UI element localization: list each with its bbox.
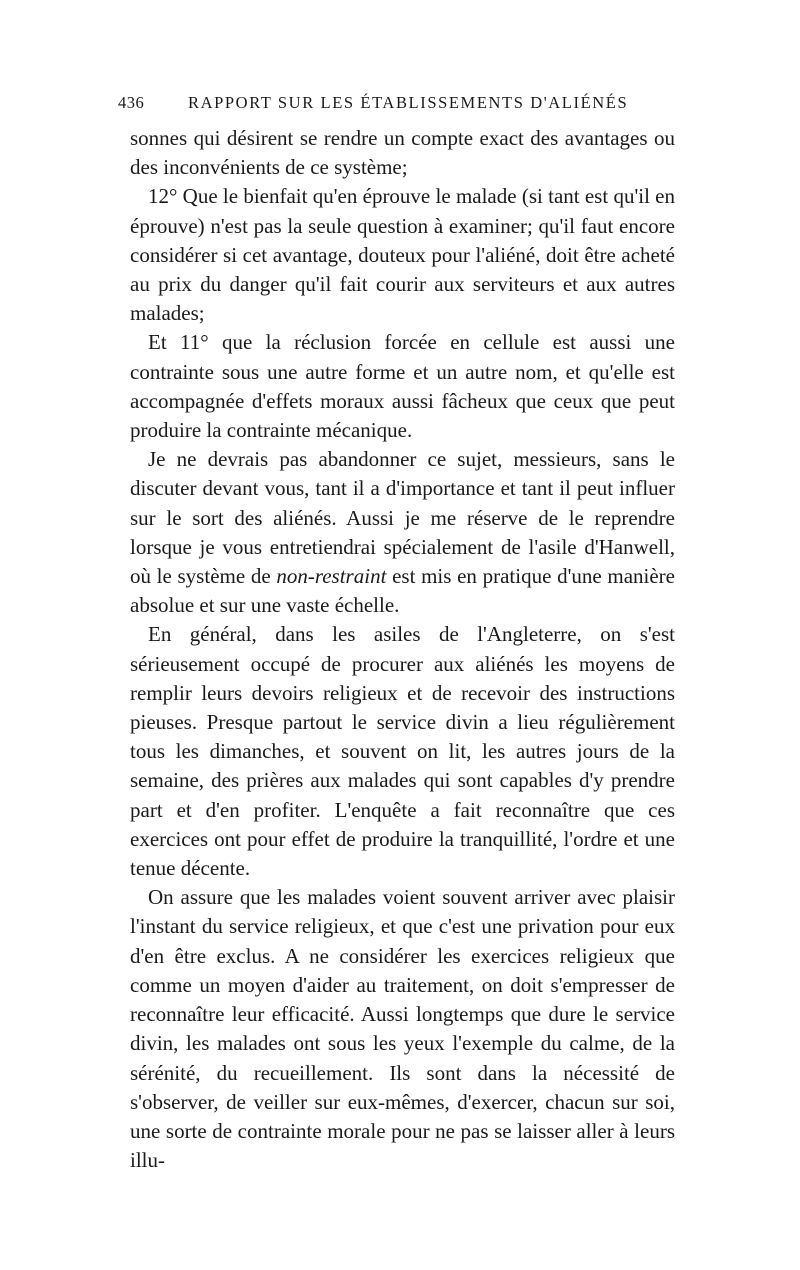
running-head: RAPPORT SUR LES ÉTABLISSEMENTS D'ALIÉNÉS xyxy=(188,93,629,112)
paragraph-point-11: Et 11° que la réclusion forcée en cellule est aussi une contrainte sous une autre forme et un autre nom, et qu'elle est accompagnée d'effets moraux aussi fâcheux que ceux que peut produire la contrainte mécanique. xyxy=(130,330,675,443)
paragraph-continuation: sonnes qui désirent se rendre un compte exact des avantages ou des inconvénients de ce système; xyxy=(130,126,675,180)
paragraph-religious-duties: En général, dans les asiles de l'Angleterre, on s'est sérieusement occupé de procurer aux aliénés les moyens de remplir leurs devoirs religieux et de recevoir des instructions pieuses. Presque partout le service divin a lieu régulièrement tous les dimanches, et souvent on lit, les autres jours de la semaine, des prières aux malades qui sont capables d'y prendre part et d'en profiter. L'enquête a fait reconnaître que ces exercices ont pour effet de produire la tranquillité, l'ordre et une tenue décente. xyxy=(130,622,675,881)
paragraph-point-12: 12° Que le bienfait qu'en éprouve le malade (si tant est qu'il en éprouve) n'est pas la seule question à examiner; qu'il faut encore considérer si cet avantage, douteux pour l'aliéné, doit être acheté au prix du danger qu'il fait courir aux serviteurs et aux autres malades; xyxy=(130,184,675,326)
page-header xyxy=(118,88,675,118)
paragraph-text: Je ne devrais pas abandonner ce sujet, messieurs, sans le discuter devant vous, tant il a d'importance et tant il peut influer sur le sort des aliénés. Aussi je me réserve de le reprendre lorsque je vous entretiendrai spécialement de l'asile d'Hanwell, où le système de xyxy=(130,447,675,589)
body-text xyxy=(130,124,675,1175)
paragraph-text: est mis en pratique d'une manière absolue et sur une vaste échelle. xyxy=(130,564,675,618)
book-page xyxy=(118,88,675,1175)
paragraph-religious-service: On assure que les malades voient souvent arriver avec plaisir l'instant du service religieux, et que c'est une privation pour eux d'en être exclus. A ne considérer les exercices religieux que comme un moyen d'aider au traitement, on doit s'empresser de reconnaître leur efficacité. Aussi longtemps que dure le service divin, les malades ont sous les yeux l'exemple du calme, de la sérénité, du recueillement. Ils sont dans la nécessité de s'observer, de veiller sur eux-mêmes, d'exercer, chacun sur soi, une sorte de contrainte morale pour ne pas se laisser aller à leurs illu- xyxy=(130,885,675,1173)
page-number: 436 xyxy=(118,93,145,112)
paragraph-non-restraint xyxy=(130,445,675,620)
emphasis-term: non-restraint xyxy=(276,564,387,589)
